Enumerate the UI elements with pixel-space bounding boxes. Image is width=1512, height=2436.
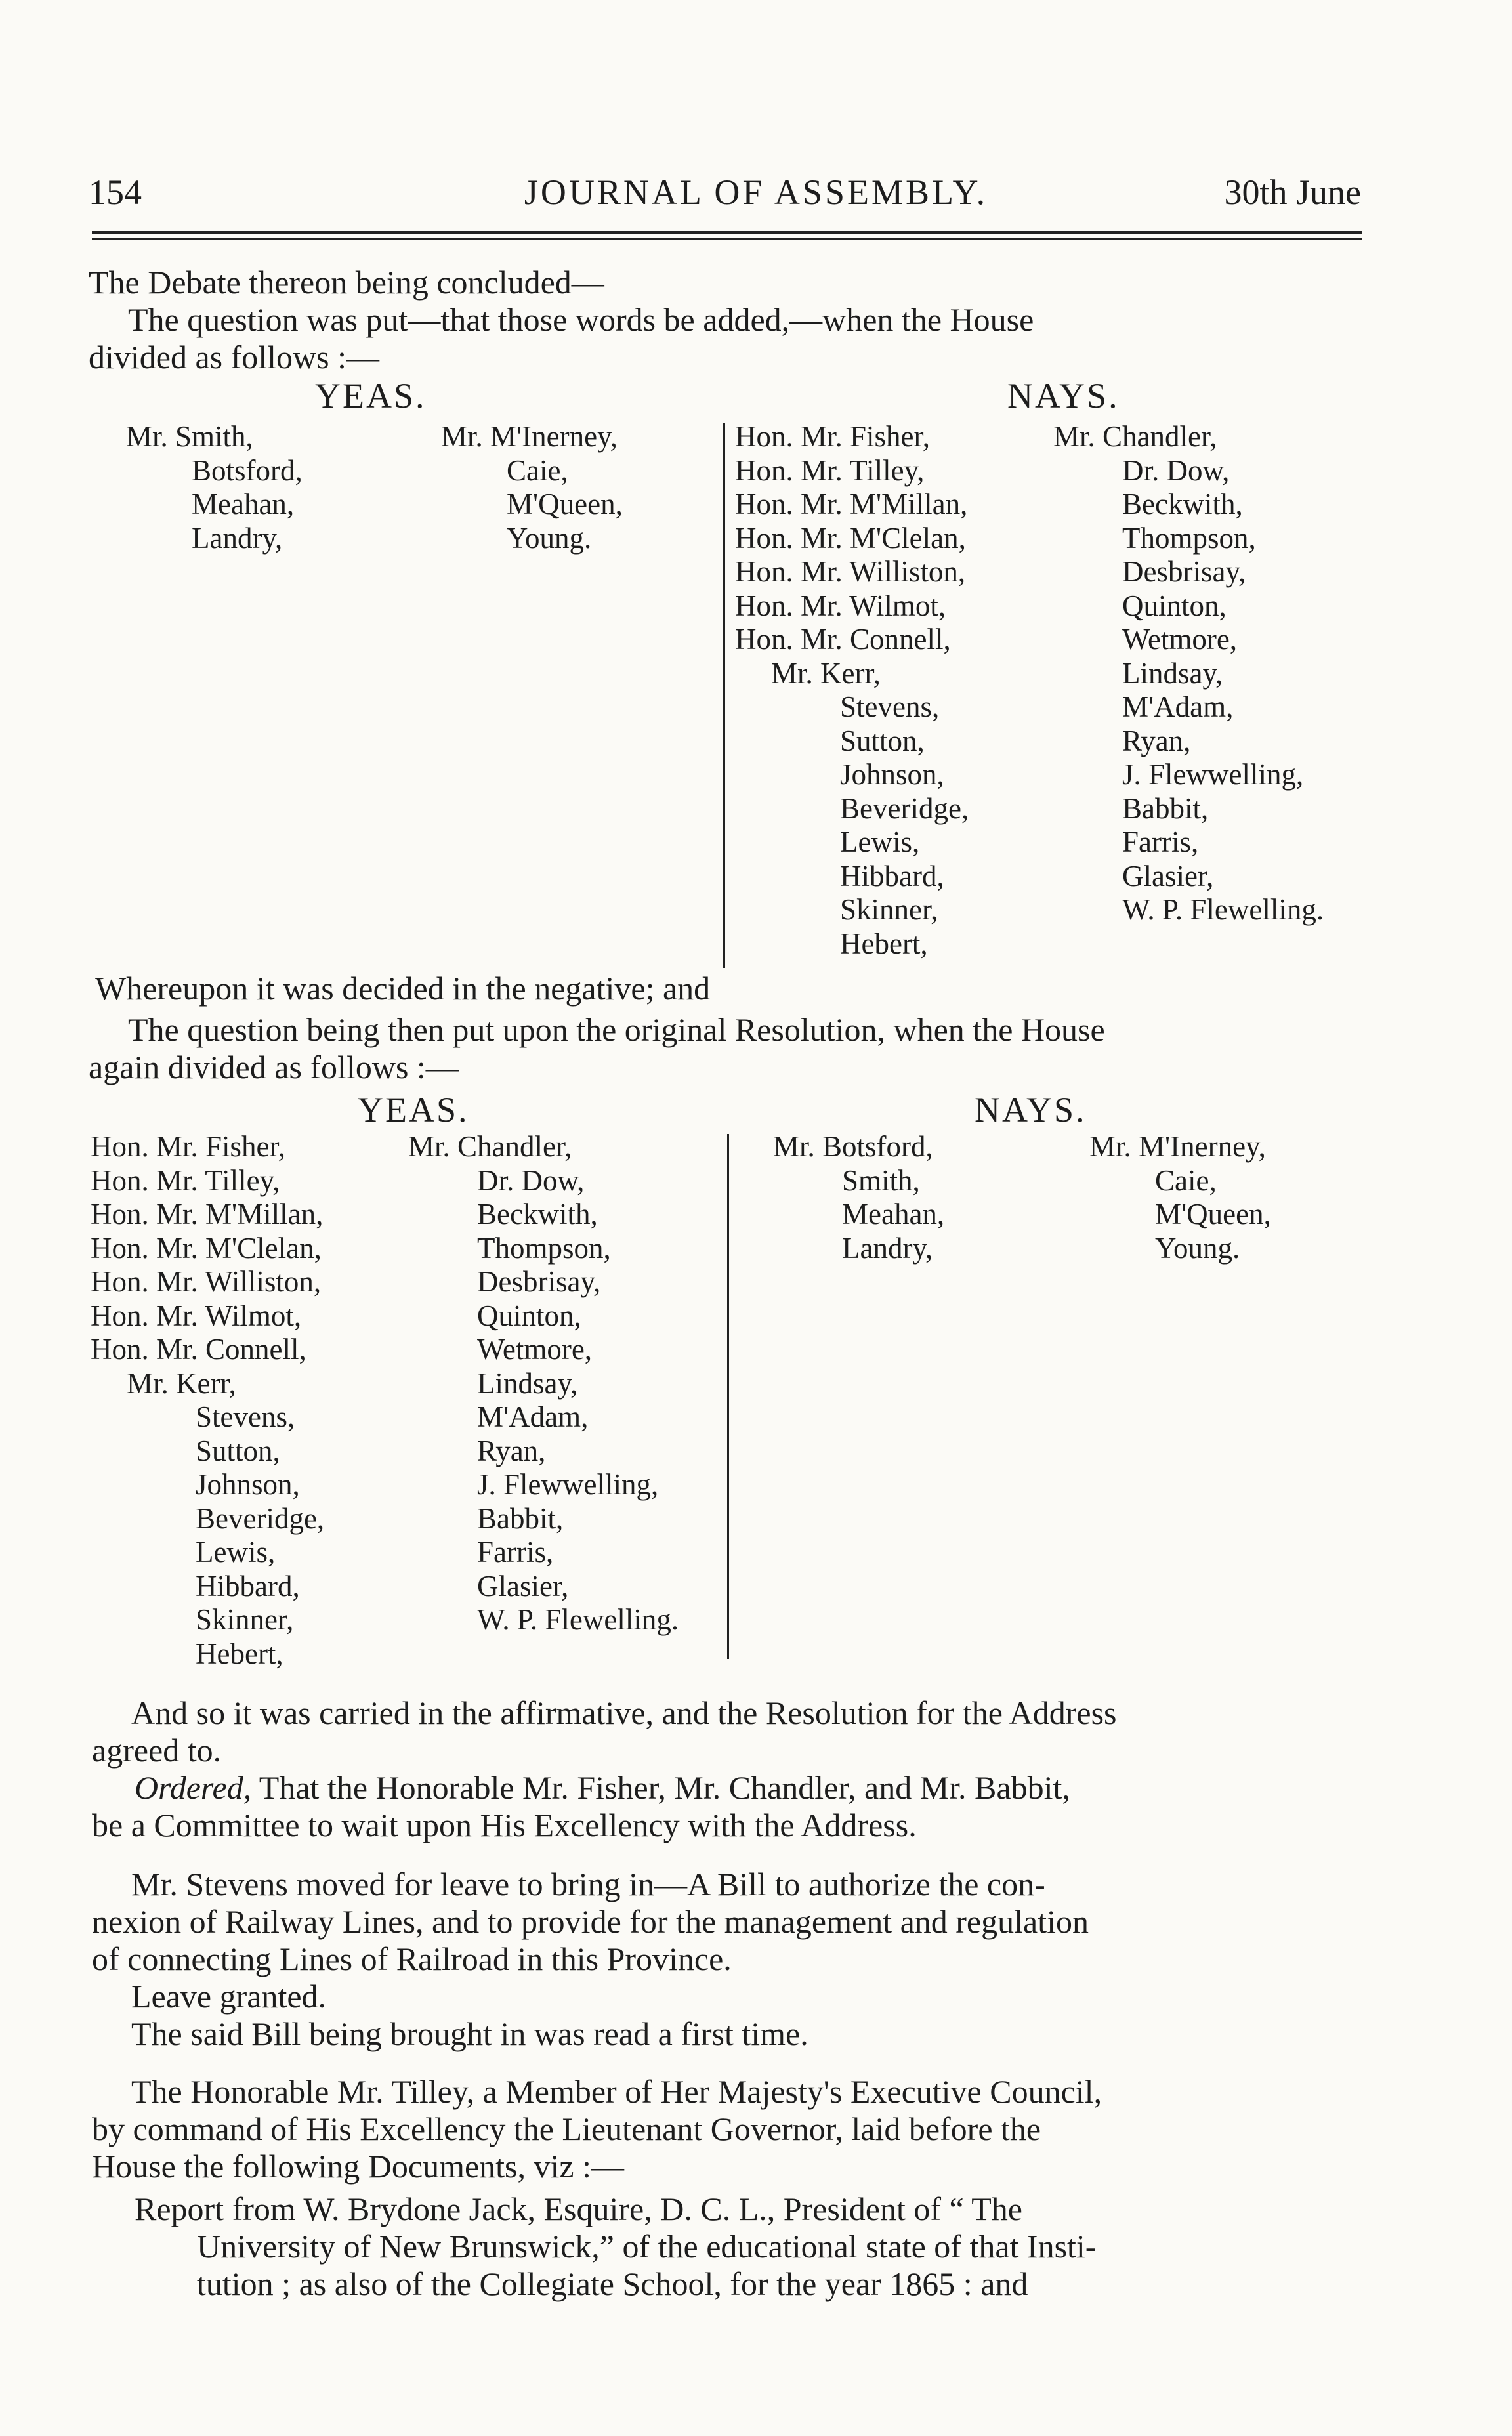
- list-item: Thompson,: [477, 1231, 611, 1265]
- bill-line-4: Leave granted.: [131, 1978, 327, 2015]
- list-item: Mr. Chandler,: [1053, 420, 1217, 453]
- ordered-line-1: [135, 1769, 1070, 1807]
- list-item: Johnson,: [840, 758, 944, 791]
- list-item: W. P. Flewelling.: [1122, 893, 1324, 926]
- list-item: M'Queen,: [507, 488, 623, 520]
- list-item: Sutton,: [196, 1434, 280, 1467]
- list-item: M'Queen,: [1155, 1198, 1271, 1230]
- list-item: Hon. Mr. Wilmot,: [91, 1299, 302, 1332]
- list-item: Mr. M'Inerney,: [1089, 1130, 1266, 1163]
- report-line-2: University of New Brunswick,” of the educational state of that Insti-: [197, 2228, 1097, 2265]
- bill-line-5: The said Bill being brought in was read a first time.: [131, 2015, 808, 2052]
- list-item: Lewis,: [196, 1536, 276, 1568]
- list-item: Young.: [507, 521, 592, 555]
- list-item: Hon. Mr. Wilmot,: [735, 589, 946, 622]
- header-rule-bottom: [92, 238, 1362, 240]
- page-date: 30th June: [1224, 173, 1361, 212]
- list-item: Hebert,: [196, 1637, 284, 1670]
- division1-nays-col2: [1053, 420, 1324, 927]
- carried-line-1: And so it was carried in the affirmative, and the Resolution for the Address: [131, 1694, 1117, 1731]
- list-item: M'Adam,: [477, 1400, 589, 1433]
- division2-nays-col2: [1089, 1130, 1271, 1265]
- intro-line-1: The Debate thereon being concluded—: [89, 264, 604, 301]
- list-item: Hon. Mr. M'Millan,: [735, 488, 968, 520]
- list-item: Young.: [1155, 1231, 1240, 1265]
- division1-nays-heading: NAYS.: [1007, 376, 1120, 415]
- ordered-text: That the Honorable Mr. Fisher, Mr. Chandler, and Mr. Babbit,: [251, 1769, 1070, 1806]
- division2-yeas-col1: [91, 1130, 324, 1671]
- tilley-line-2: by command of His Excellency the Lieutenant Governor, laid before the: [92, 2110, 1041, 2147]
- list-item: Desbrisay,: [1122, 555, 1246, 588]
- division2-column-divider: [727, 1134, 729, 1659]
- list-item: Hebert,: [840, 927, 928, 960]
- list-item: Glasier,: [477, 1569, 569, 1603]
- division2-nays-heading: NAYS.: [975, 1090, 1087, 1129]
- middle-line-3: again divided as follows :—: [89, 1049, 459, 1085]
- list-item: Lindsay,: [1122, 656, 1223, 690]
- list-item: Desbrisay,: [477, 1265, 601, 1298]
- list-item: Beckwith,: [1122, 488, 1243, 520]
- list-item: J. Flewwelling,: [477, 1468, 659, 1501]
- list-item: Mr. Smith,: [126, 420, 253, 453]
- ordered-word: Ordered,: [135, 1769, 252, 1806]
- list-item: Hon. Mr. M'Clelan,: [735, 521, 966, 555]
- list-item: Thompson,: [1122, 521, 1256, 555]
- list-item: Babbit,: [477, 1502, 564, 1535]
- list-item: Caie,: [507, 453, 568, 487]
- division1-yeas-col2: [441, 420, 623, 555]
- list-item: Farris,: [1122, 826, 1199, 858]
- list-item: Quinton,: [477, 1299, 581, 1332]
- division1-yeas-heading: YEAS.: [315, 376, 427, 415]
- list-item: Botsford,: [192, 453, 303, 487]
- list-item: Beveridge,: [196, 1502, 325, 1535]
- list-item: Hon. Mr. Fisher,: [91, 1130, 285, 1163]
- list-item: Sutton,: [840, 724, 925, 757]
- list-item: Stevens,: [840, 690, 940, 723]
- list-item: Meahan,: [192, 488, 295, 520]
- carried-line-2: agreed to.: [92, 1732, 222, 1769]
- list-item: Skinner,: [196, 1603, 294, 1636]
- list-item: Stevens,: [196, 1400, 295, 1433]
- middle-line-1: Whereupon it was decided in the negative; and: [95, 970, 711, 1007]
- list-item: Ryan,: [477, 1434, 546, 1467]
- bill-line-2: nexion of Railway Lines, and to provide for the management and regulation: [92, 1903, 1089, 1940]
- tilley-line-1: The Honorable Mr. Tilley, a Member of Her Majesty's Executive Council,: [131, 2073, 1102, 2110]
- list-item: Ryan,: [1122, 724, 1191, 757]
- list-item: Babbit,: [1122, 791, 1209, 825]
- middle-line-2: The question being then put upon the original Resolution, when the House: [128, 1011, 1105, 1048]
- list-item: Hon. Mr. M'Millan,: [91, 1198, 324, 1230]
- list-item: Dr. Dow,: [477, 1164, 585, 1197]
- intro-line-3: divided as follows :—: [89, 339, 380, 375]
- list-item: Hon. Mr. Tilley,: [91, 1164, 280, 1197]
- list-item: Johnson,: [196, 1468, 300, 1501]
- division1-column-divider: [723, 423, 725, 968]
- division1-yeas-col1: [126, 420, 303, 555]
- list-item: Skinner,: [840, 893, 938, 926]
- list-item: Landry,: [192, 521, 283, 555]
- list-item: Lindsay,: [477, 1366, 578, 1400]
- list-item: W. P. Flewelling.: [477, 1603, 679, 1636]
- list-item: Hon. Mr. Fisher,: [735, 420, 930, 453]
- list-item: M'Adam,: [1122, 690, 1234, 723]
- list-item: Hibbard,: [840, 859, 944, 892]
- division2-yeas-heading: YEAS.: [358, 1090, 469, 1129]
- page-number: 154: [89, 173, 142, 212]
- list-item: Wetmore,: [477, 1333, 593, 1366]
- header-rule-top: [92, 231, 1362, 234]
- page-title: JOURNAL OF ASSEMBLY.: [524, 173, 988, 212]
- list-item: Mr. Chandler,: [408, 1130, 572, 1163]
- list-item: Beckwith,: [477, 1198, 598, 1230]
- division2-nays-col1: [773, 1130, 944, 1265]
- report-line-1: Report from W. Brydone Jack, Esquire, D. C. L., President of “ The: [135, 2191, 1023, 2227]
- bill-line-1: Mr. Stevens moved for leave to bring in—A Bill to authorize the con-: [131, 1866, 1045, 1902]
- list-item: Hon. Mr. Connell,: [91, 1333, 306, 1366]
- list-item: Hon. Mr. Connell,: [735, 623, 951, 656]
- division1-nays-col1: [735, 420, 969, 961]
- list-item: Wetmore,: [1122, 623, 1238, 656]
- list-item: Quinton,: [1122, 589, 1227, 622]
- list-item: Hon. Mr. Williston,: [91, 1265, 322, 1298]
- list-item: Mr. Kerr,: [127, 1366, 236, 1400]
- list-item: Caie,: [1155, 1164, 1217, 1197]
- ordered-line-2: be a Committee to wait upon His Excellency with the Address.: [92, 1807, 917, 1843]
- tilley-line-3: House the following Documents, viz :—: [92, 2148, 624, 2185]
- list-item: Smith,: [842, 1164, 920, 1197]
- list-item: Landry,: [842, 1231, 933, 1265]
- list-item: Beveridge,: [840, 791, 969, 825]
- list-item: Dr. Dow,: [1122, 453, 1230, 487]
- list-item: Hon. Mr. Tilley,: [735, 453, 925, 487]
- intro-line-2: The question was put—that those words be added,—when the House: [128, 301, 1034, 338]
- list-item: Meahan,: [842, 1198, 945, 1230]
- list-item: Hibbard,: [196, 1569, 300, 1603]
- bill-line-3: of connecting Lines of Railroad in this Province.: [92, 1941, 732, 1977]
- list-item: Glasier,: [1122, 859, 1214, 892]
- list-item: Lewis,: [840, 826, 920, 858]
- list-item: Mr. Kerr,: [771, 656, 881, 690]
- list-item: Hon. Mr. Williston,: [735, 555, 966, 588]
- list-item: Mr. M'Inerney,: [441, 420, 618, 453]
- list-item: Hon. Mr. M'Clelan,: [91, 1231, 322, 1265]
- list-item: Farris,: [477, 1536, 554, 1568]
- list-item: J. Flewwelling,: [1122, 758, 1304, 791]
- report-line-3: tution ; as also of the Collegiate School, for the year 1865 : and: [197, 2265, 1028, 2302]
- division2-yeas-col2: [408, 1130, 679, 1637]
- list-item: Mr. Botsford,: [773, 1130, 933, 1163]
